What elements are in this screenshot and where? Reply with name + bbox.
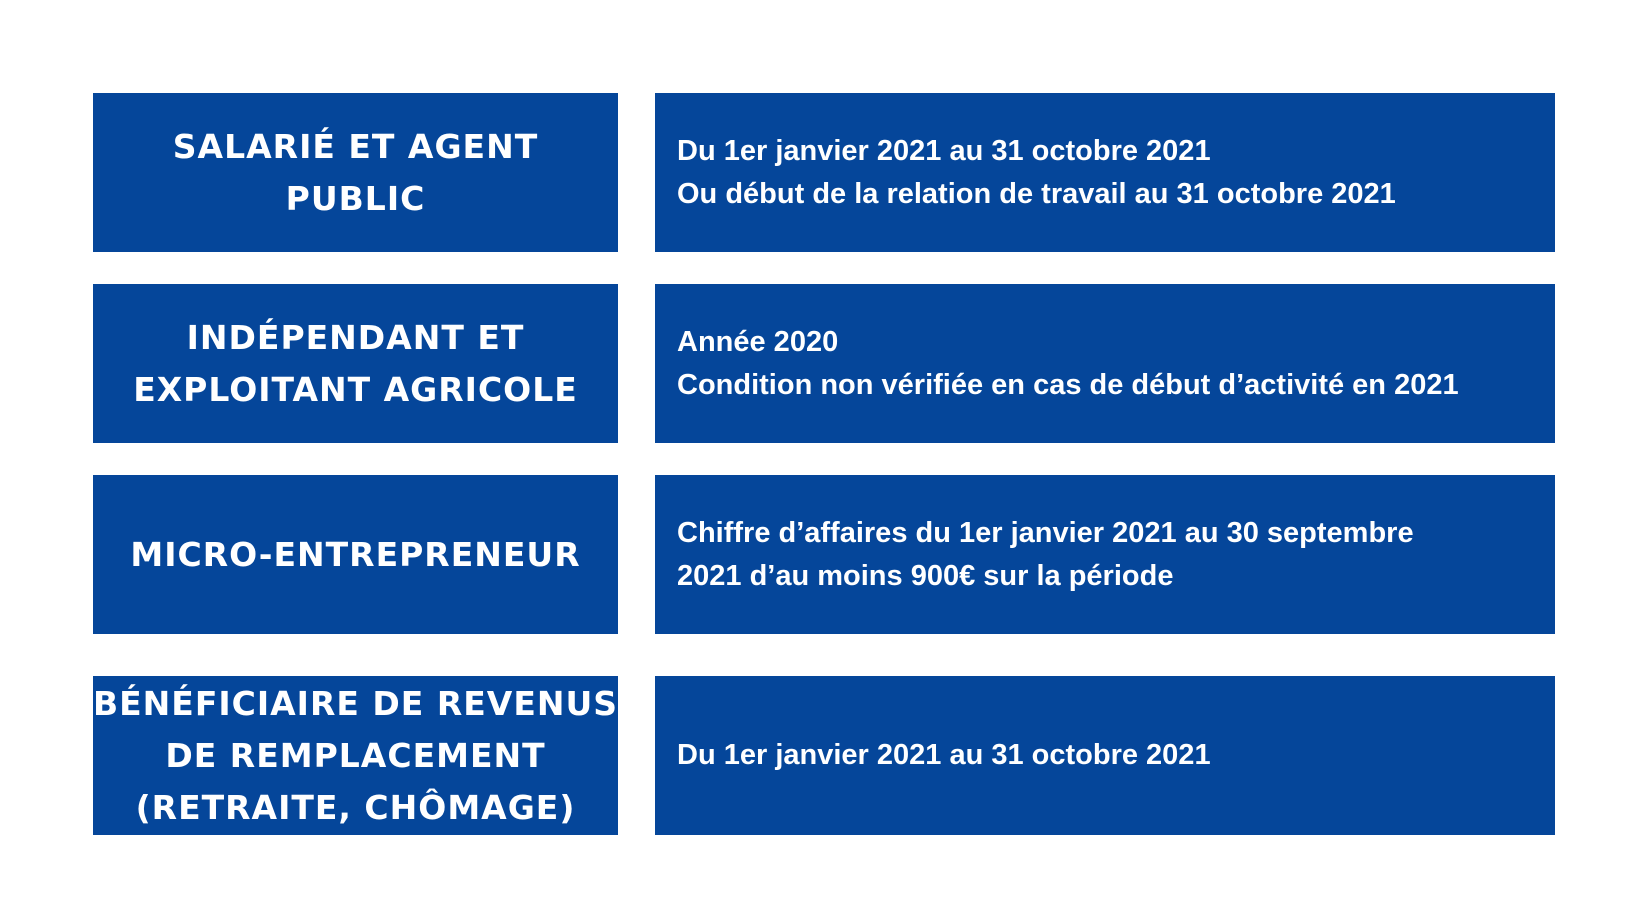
period-description-line: Chiffre d’affaires du 1er janvier 2021 au 30 septembre (677, 516, 1414, 549)
period-description-line: Du 1er janvier 2021 au 31 octobre 2021 (677, 739, 1211, 771)
category-label (130, 529, 580, 581)
period-description-line: Condition non vérifiée en cas de début d’activité en 2021 (677, 368, 1459, 401)
period-description-line: Ou début de la relation de travail au 31 octobre 2021 (677, 177, 1396, 210)
category-label (173, 121, 538, 225)
table-row (0, 475, 1640, 634)
period-description (677, 734, 1211, 777)
period-description (677, 130, 1396, 216)
period-description-box (655, 93, 1555, 252)
period-description (677, 321, 1459, 407)
category-label-box (93, 676, 618, 835)
period-description-box (655, 284, 1555, 443)
period-description (677, 512, 1414, 598)
period-description-line: 2021 d’au moins 900€ sur la période (677, 559, 1174, 592)
category-label-line: SALARIÉ ET AGENT (172, 126, 539, 166)
period-description-line: Année 2020 (677, 325, 839, 358)
category-label-line: MICRO-ENTREPRENEUR (130, 534, 581, 574)
category-label-line: DE REMPLACEMENT (165, 735, 546, 775)
period-description-box (655, 475, 1555, 634)
table-row (0, 676, 1640, 835)
period-description-line: Du 1er janvier 2021 au 31 octobre 2021 (677, 134, 1211, 167)
period-description-box (655, 676, 1555, 835)
category-label-box (93, 93, 618, 252)
category-label-line: BÉNÉFICIAIRE DE REVENUS (92, 683, 619, 723)
category-label-box (93, 284, 618, 443)
category-label-line: PUBLIC (285, 178, 426, 218)
table-row (0, 93, 1640, 252)
table-row (0, 284, 1640, 443)
category-label (133, 312, 578, 416)
category-label (93, 678, 618, 834)
category-label-line: EXPLOITANT AGRICOLE (133, 369, 578, 409)
category-label-line: INDÉPENDANT ET (186, 317, 525, 357)
category-label-box (93, 475, 618, 634)
category-label-line: (RETRAITE, CHÔMAGE) (135, 787, 576, 827)
